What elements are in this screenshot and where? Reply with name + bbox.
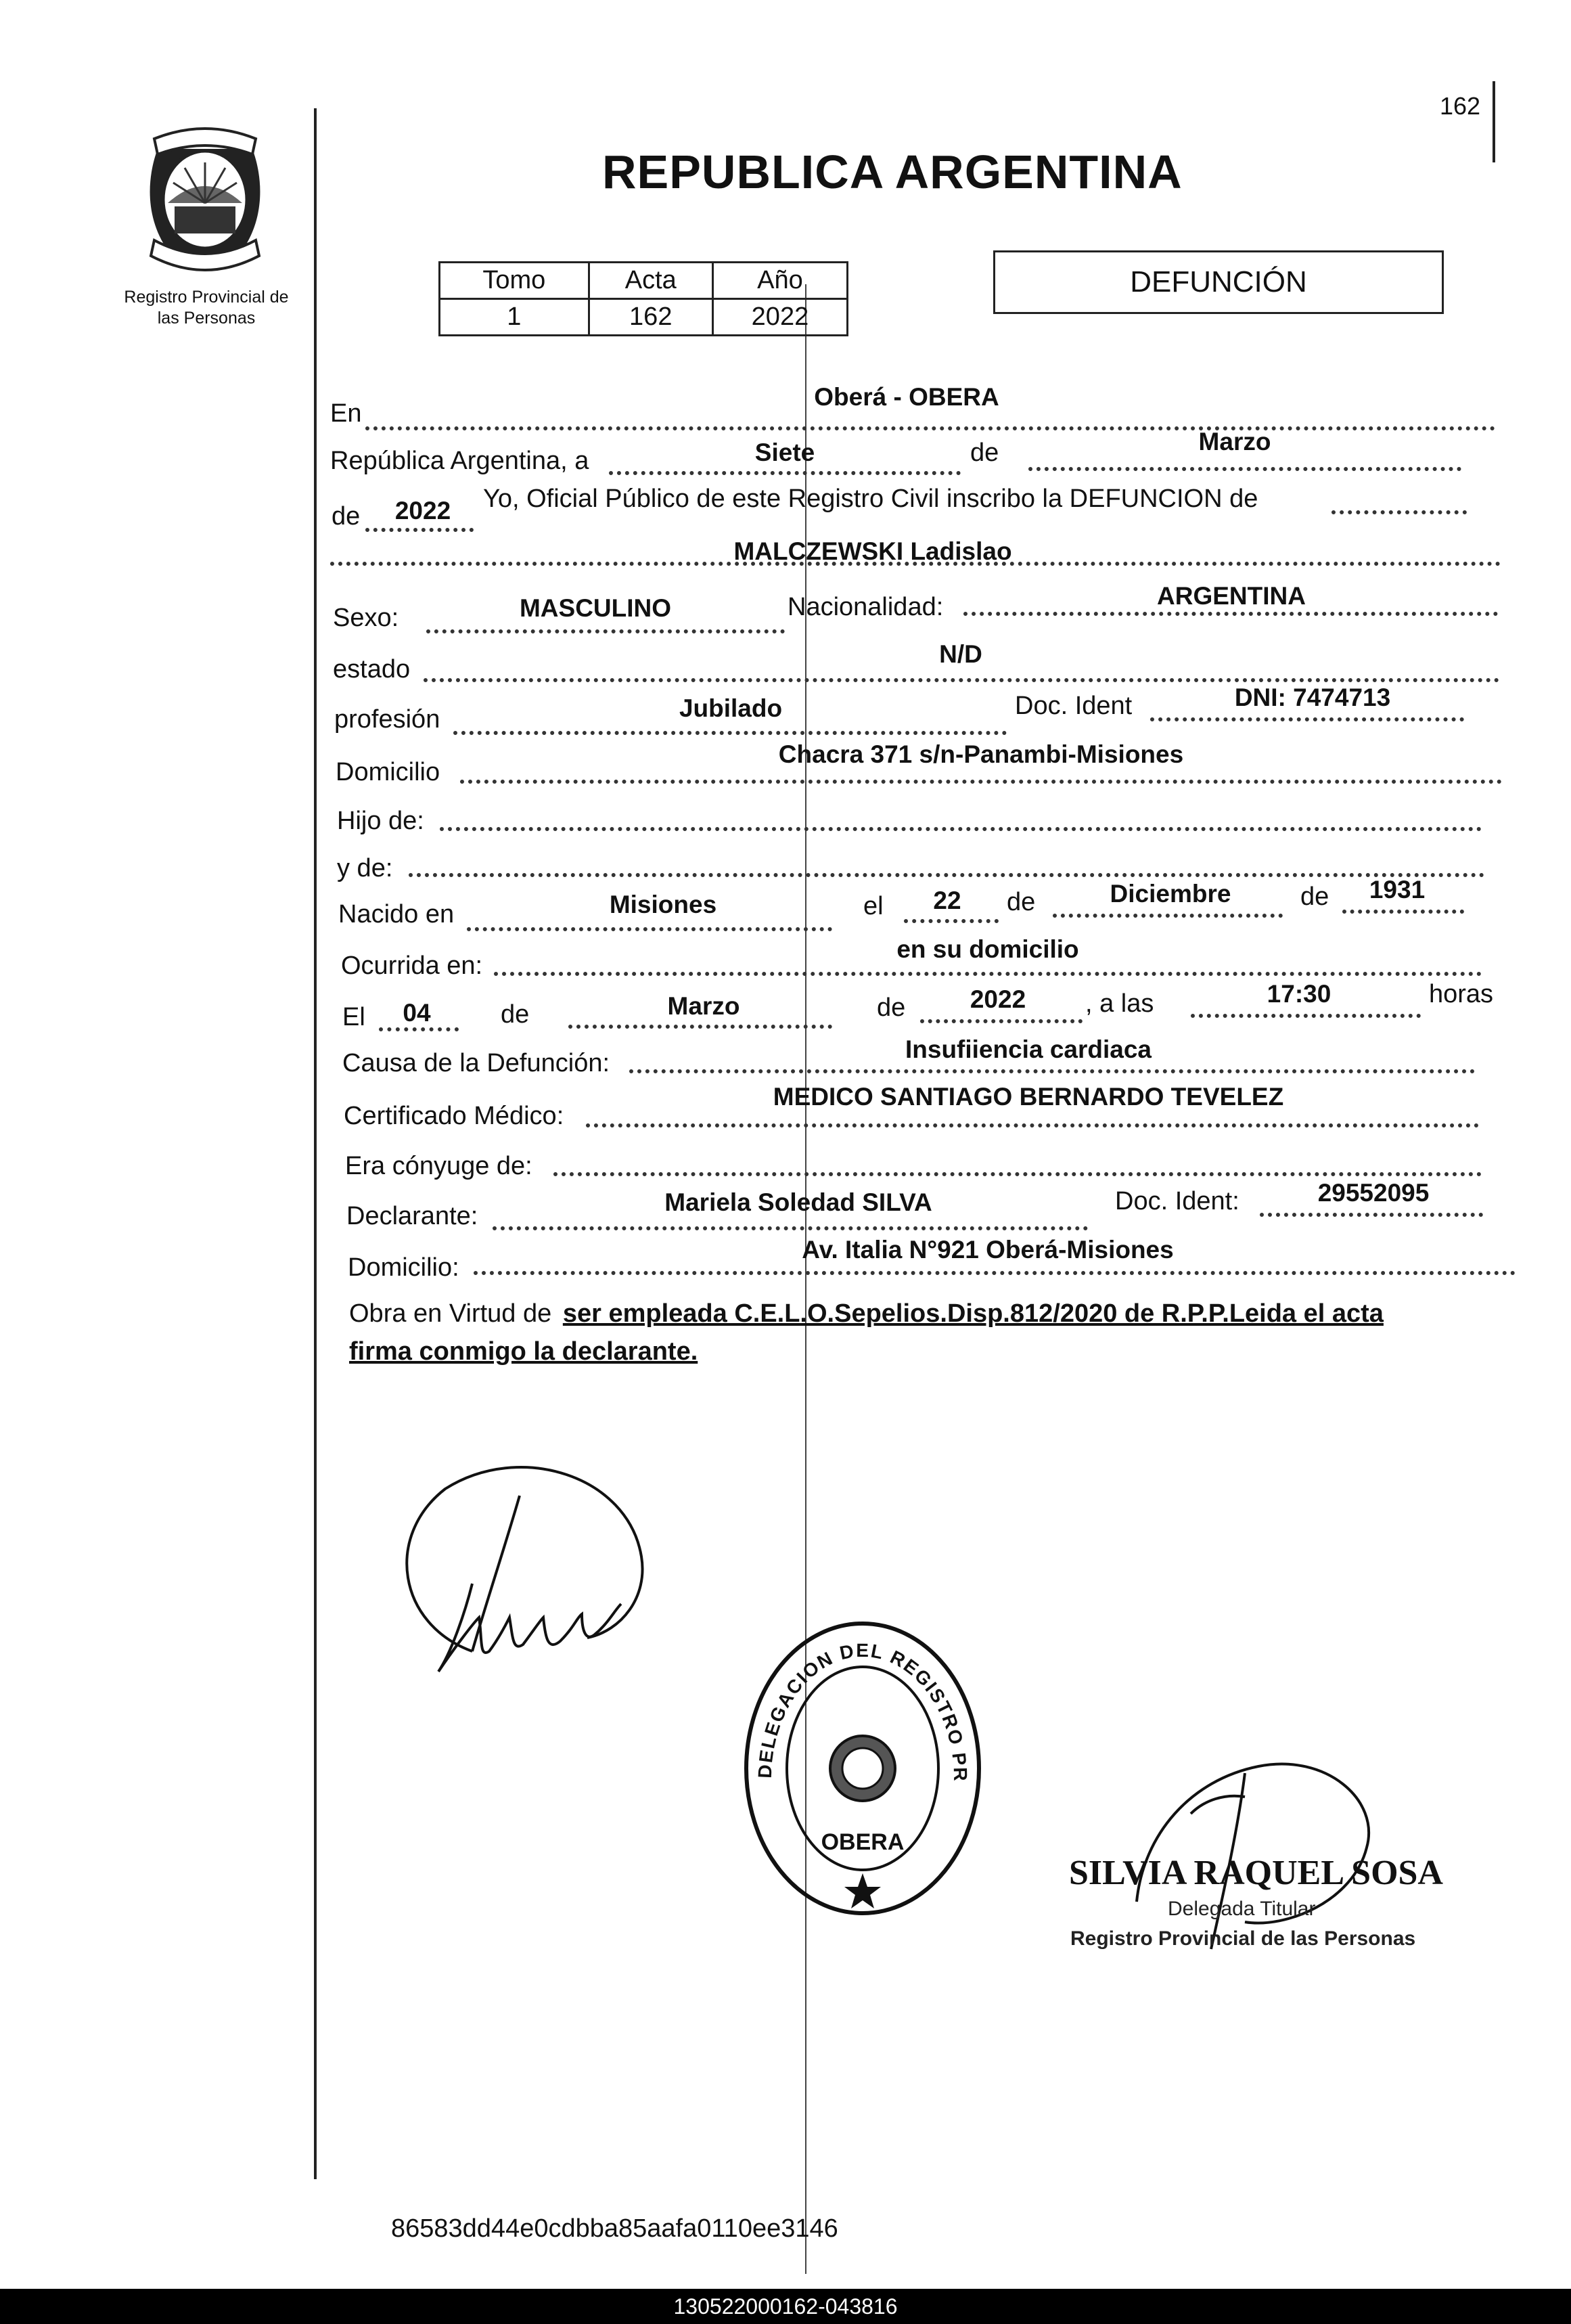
fold-line xyxy=(805,284,806,2274)
death-month-value: Marzo xyxy=(667,992,740,1020)
doc-ident-value: DNI: 7474713 xyxy=(1234,684,1391,711)
right-margin-line xyxy=(1493,81,1495,162)
year-value: 2022 xyxy=(394,497,451,524)
tomo-value: 1 xyxy=(440,299,589,336)
ocurrida-line xyxy=(494,972,1482,976)
en-label: En xyxy=(330,399,362,428)
profesion-value: Jubilado xyxy=(679,694,783,722)
province-emblem xyxy=(127,122,283,277)
volume-act-year-table xyxy=(438,261,848,336)
day-line xyxy=(609,471,961,475)
conyuge-line xyxy=(553,1172,1482,1176)
obra-label: Obra en Virtud de xyxy=(349,1299,552,1328)
domicilio-2-label: Domicilio: xyxy=(348,1253,459,1282)
sexo-value: MASCULINO xyxy=(519,594,672,622)
nacionalidad-value: ARGENTINA xyxy=(1157,582,1306,610)
death-year-value: 2022 xyxy=(970,985,1026,1013)
profesion-label: profesión xyxy=(334,705,440,734)
de-label-1: de xyxy=(970,439,999,467)
month-line xyxy=(1028,467,1461,471)
declarante-label: Declarante: xyxy=(346,1202,478,1230)
ocurrida-label: Ocurrida en: xyxy=(341,952,483,980)
doc-ident-2-line xyxy=(1260,1213,1483,1217)
y-de-line xyxy=(409,873,1484,877)
doc-ident-label: Doc. Ident xyxy=(1015,692,1133,720)
domicilio-line xyxy=(460,780,1502,784)
page-number: 162 xyxy=(1440,92,1481,120)
domicilio-value: Chacra 371 s/n-Panambi-Misiones xyxy=(778,740,1184,768)
profesion-line xyxy=(453,731,1007,735)
birth-day-line xyxy=(904,919,999,923)
death-time-line xyxy=(1191,1014,1421,1018)
el-label: el xyxy=(863,892,884,920)
sexo-label: Sexo: xyxy=(333,604,399,632)
obra-value-2: firma conmigo la declarante. xyxy=(349,1337,698,1366)
domicilio-2-line xyxy=(474,1271,1516,1275)
causa-label: Causa de la Defunción: xyxy=(342,1049,610,1077)
official-name: SILVIA RAQUEL SOSA xyxy=(1069,1854,1443,1892)
act-type-box: DEFUNCIÓN xyxy=(993,250,1444,314)
inscribo-text: Yo, Oficial Público de este Registro Civil inscribo la DEFUNCION de xyxy=(483,485,1258,513)
barcode-bar xyxy=(0,2289,1571,2324)
de-label-6: de xyxy=(877,993,906,1022)
declarant-signature xyxy=(371,1448,668,1705)
nacionalidad-label: Nacionalidad: xyxy=(788,593,944,621)
sexo-line xyxy=(426,629,785,633)
declarante-line xyxy=(493,1226,1088,1230)
de-label-4: de xyxy=(1300,882,1329,911)
birth-month-value: Diciembre xyxy=(1110,880,1231,908)
de-label-3: de xyxy=(1007,888,1036,916)
obra-line-2 xyxy=(349,1337,698,1366)
certificado-value: MEDICO SANTIAGO BERNARDO TEVELEZ xyxy=(773,1083,1284,1111)
estado-line xyxy=(424,678,1499,682)
doc-ident-line xyxy=(1150,717,1464,721)
causa-line xyxy=(629,1069,1475,1073)
official-seal xyxy=(737,1616,988,1921)
de-label-5: de xyxy=(501,1000,530,1029)
anio-value: 2022 xyxy=(712,299,847,336)
obra-value-1: ser empleada C.E.L.O.Sepelios.Disp.812/2020 de R.P.P.Leida el acta xyxy=(562,1299,1384,1328)
estado-label: estado xyxy=(333,655,411,684)
city-value: Oberá - OBERA xyxy=(814,383,999,411)
de-label-2: de xyxy=(332,502,361,531)
death-time-value: 17:30 xyxy=(1267,980,1331,1008)
birth-year-value: 1931 xyxy=(1369,876,1426,903)
birth-day-value: 22 xyxy=(933,887,961,914)
official-office: Registro Provincial de las Personas xyxy=(1070,1927,1416,1950)
seal-center-text: OBERA xyxy=(821,1829,905,1855)
nacionalidad-line xyxy=(963,612,1498,616)
official-title: Delegada Titular xyxy=(1168,1898,1316,1920)
causa-value: Insufiiencia cardiaca xyxy=(905,1035,1152,1063)
hijo-label: Hijo de: xyxy=(337,807,424,835)
domicilio-2-value: Av. Italia N°921 Oberá-Misiones xyxy=(802,1236,1174,1264)
barcode-text: 130522000162-043816 xyxy=(673,2294,898,2319)
acta-value: 162 xyxy=(589,299,712,336)
document-title: REPUBLICA ARGENTINA xyxy=(602,146,1183,198)
birth-month-line xyxy=(1053,914,1283,918)
republica-label: República Argentina, a xyxy=(330,447,589,475)
month-value: Marzo xyxy=(1198,428,1271,455)
deceased-name: MALCZEWSKI Ladislao xyxy=(733,537,1012,565)
domicilio-label: Domicilio xyxy=(336,758,440,786)
ocurrida-value: en su domicilio xyxy=(896,935,1079,963)
nacido-label: Nacido en xyxy=(338,900,455,929)
certificado-line xyxy=(586,1123,1479,1127)
document-hash: 86583dd44e0cdbba85aafa0110ee3146 xyxy=(391,2214,838,2243)
left-margin-line xyxy=(314,108,317,2179)
hijo-line xyxy=(440,827,1482,831)
anio-header: Año xyxy=(712,263,847,299)
nacido-line xyxy=(467,927,832,931)
nacido-value: Misiones xyxy=(609,891,717,918)
y-de-label: y de: xyxy=(337,854,393,882)
death-month-line xyxy=(568,1025,832,1029)
horas-label: horas xyxy=(1429,980,1494,1008)
death-year-line xyxy=(920,1019,1083,1023)
day-value: Siete xyxy=(754,439,815,466)
estado-value: N/D xyxy=(939,640,982,668)
a-las-label: , a las xyxy=(1085,989,1154,1018)
seal-ring-text: DELEGACION DEL REGISTRO PR xyxy=(754,1639,972,1783)
el2-label: El xyxy=(342,1003,365,1031)
declarante-value: Mariela Soledad SILVA xyxy=(664,1188,932,1216)
obra-line-1 xyxy=(349,1299,1384,1328)
inscribo-line xyxy=(1331,510,1467,514)
birth-year-line xyxy=(1342,910,1464,914)
doc-ident-2-value: 29552095 xyxy=(1317,1179,1430,1207)
death-day-line xyxy=(379,1027,459,1031)
doc-ident-2-label: Doc. Ident: xyxy=(1115,1187,1239,1215)
conyuge-label: Era cónyuge de: xyxy=(345,1152,532,1180)
year-line xyxy=(365,528,474,532)
tomo-header: Tomo xyxy=(440,263,589,299)
death-day-value: 04 xyxy=(403,999,431,1027)
registry-label: Registro Provincial de las Personas xyxy=(124,288,289,328)
certificado-label: Certificado Médico: xyxy=(344,1102,564,1130)
acta-header: Acta xyxy=(589,263,712,299)
